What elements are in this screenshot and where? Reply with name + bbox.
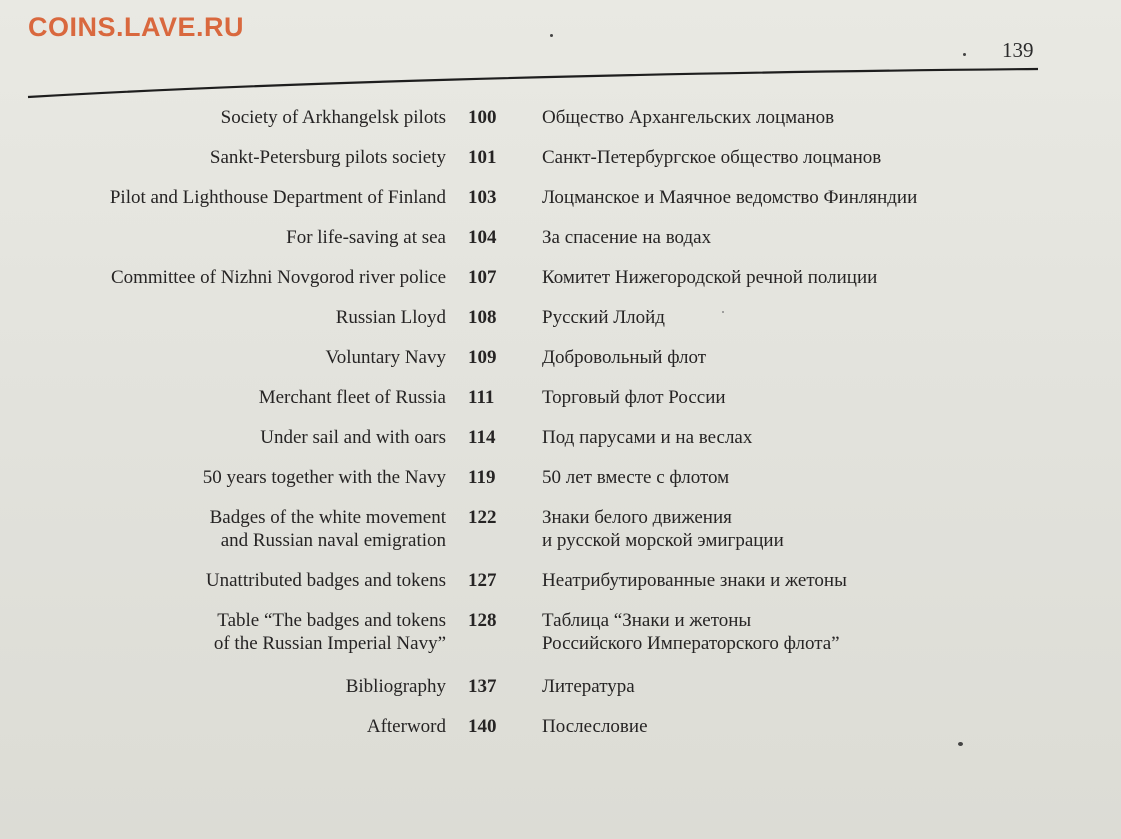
english-title-line: Unattributed badges and tokens <box>205 570 446 591</box>
english-title <box>203 466 446 489</box>
english-title <box>111 266 446 289</box>
russian-title-line: За спасение на водах <box>542 227 712 248</box>
english-title-line: Bibliography <box>345 676 446 697</box>
russian-title <box>542 506 784 552</box>
english-title-line: Sankt-Petersburg pilots society <box>209 147 446 168</box>
page-reference: 107 <box>468 267 497 288</box>
english-title <box>346 675 446 698</box>
russian-title <box>542 466 729 489</box>
english-title-line: Society of Arkhangelsk pilots <box>220 107 446 128</box>
page-number: 139 <box>1002 38 1034 62</box>
russian-title <box>542 146 881 169</box>
english-title <box>214 609 446 655</box>
paper-speck <box>722 311 724 313</box>
english-title <box>336 306 446 329</box>
english-title <box>110 186 446 209</box>
paper-speck <box>958 742 963 746</box>
russian-title-line: Знаки белого движения <box>542 507 732 528</box>
page-reference: 137 <box>468 676 497 697</box>
russian-title-line: Неатрибутированные знаки и жетоны <box>542 570 847 591</box>
russian-title-line: Лоцманское и Маячное ведомство Финляндии <box>542 187 918 208</box>
page-reference: 108 <box>468 307 497 328</box>
russian-title <box>542 346 706 369</box>
russian-title-line: Русский Ллойд <box>542 307 665 328</box>
english-title-line: Russian Lloyd <box>335 307 446 328</box>
english-title <box>326 346 447 369</box>
russian-title <box>542 186 917 209</box>
english-title-line: 50 years together with the Navy <box>202 467 446 488</box>
russian-title <box>542 266 877 289</box>
page-reference: 104 <box>468 227 497 248</box>
english-title-line: Under sail and with oars <box>260 427 446 448</box>
russian-title-line: Таблица “Знаки и жетоны <box>542 610 752 631</box>
page-reference: 122 <box>468 507 497 528</box>
english-title-line: Committee of Nizhni Novgorod river police <box>110 267 446 288</box>
english-title <box>210 146 446 169</box>
english-title-line: For life-saving at sea <box>286 227 446 248</box>
page-reference: 109 <box>468 347 497 368</box>
russian-title <box>542 306 665 329</box>
english-title <box>286 226 446 249</box>
english-title <box>221 106 446 129</box>
english-title <box>367 715 446 738</box>
russian-title-line: Послесловие <box>542 716 648 737</box>
page-reference: 119 <box>468 467 496 488</box>
english-title <box>259 386 446 409</box>
russian-title <box>542 609 840 655</box>
english-title-line: and Russian naval emigration <box>220 530 446 551</box>
russian-title <box>542 106 834 129</box>
page-reference: 128 <box>468 610 497 631</box>
page-reference: 101 <box>468 147 497 168</box>
english-title-line: Merchant fleet of Russia <box>258 387 446 408</box>
russian-title <box>542 715 648 738</box>
paper-speck <box>963 53 966 56</box>
russian-title-line: Комитет Нижегородской речной полиции <box>542 267 878 288</box>
russian-title-line: Санкт-Петербургское общество лоцманов <box>542 147 882 168</box>
english-title <box>206 569 446 592</box>
russian-title <box>542 426 752 449</box>
russian-title-line: Российского Императорского флота” <box>542 633 840 654</box>
russian-title-line: Общество Архангельских лоцманов <box>542 107 835 128</box>
page-reference: 140 <box>468 716 497 737</box>
english-title-line: Pilot and Lighthouse Department of Finland <box>109 187 446 208</box>
russian-title <box>542 569 847 592</box>
english-title <box>210 506 446 552</box>
russian-title <box>542 675 635 698</box>
russian-title-line: Добровольный флот <box>542 347 707 368</box>
page-reference: 127 <box>468 570 497 591</box>
russian-title <box>542 226 711 249</box>
russian-title-line: Торговый флот России <box>542 387 726 408</box>
page-reference: 100 <box>468 107 497 128</box>
paper-speck <box>550 34 553 37</box>
russian-title <box>542 386 726 409</box>
russian-title-line: Литература <box>542 676 635 697</box>
page-reference: 111 <box>468 387 495 408</box>
russian-title-line: и русской морской эмиграции <box>542 530 784 551</box>
watermark: COINS.LAVE.RU <box>28 12 245 42</box>
page-reference: 114 <box>468 427 496 448</box>
english-title-line: of the Russian Imperial Navy” <box>213 633 446 654</box>
english-title-line: Afterword <box>366 716 446 737</box>
english-title-line: Badges of the white movement <box>209 507 446 528</box>
english-title-line: Voluntary Navy <box>325 347 446 368</box>
english-title <box>260 426 446 449</box>
russian-title-line: Под парусами и на веслах <box>542 427 753 448</box>
english-title-line: Table “The badges and tokens <box>217 610 446 631</box>
russian-title-line: 50 лет вместе с флотом <box>542 467 730 488</box>
page-reference: 103 <box>468 187 497 208</box>
